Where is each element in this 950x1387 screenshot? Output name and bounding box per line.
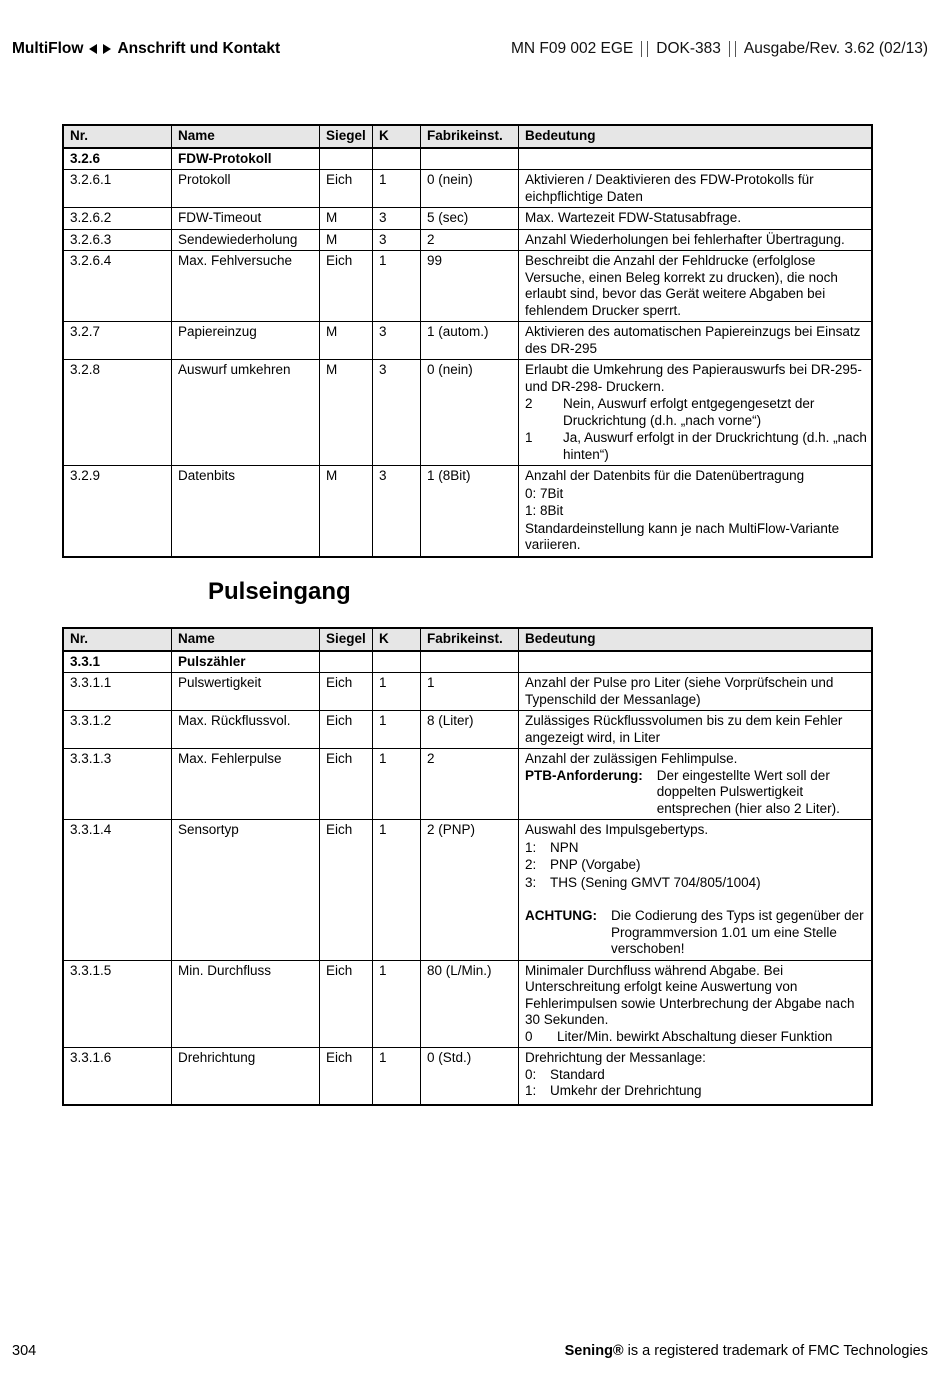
- option-text: NPN: [550, 839, 579, 855]
- page-footer: [12, 1341, 928, 1361]
- col-k: K: [373, 125, 421, 148]
- doc-code: MN F09 002 EGE: [510, 40, 634, 57]
- table-row: [63, 170, 872, 208]
- cell-k: 1: [373, 251, 421, 322]
- option-text: Nein, Auswurf erfolgt entgegengesetzt der Druckrichtung (d.h. „nach vorne“): [563, 396, 815, 428]
- option-text: THS (Sening GMVT 704/805/1004): [550, 874, 761, 890]
- option-item: [525, 840, 867, 857]
- description-text: Standardeinstellung kann je nach MultiFlow-Variante variieren.: [525, 520, 840, 552]
- col-fabrikeinst: Fabrikeinst.: [421, 628, 519, 651]
- description-text: Drehrichtung der Messanlage:: [525, 1050, 706, 1065]
- cell-bedeutung: Anzahl der Pulse pro Liter (siehe Vorprüfschein und Typenschild der Messanlage): [519, 673, 873, 711]
- cell-k: 1: [373, 711, 421, 749]
- cell-nr: 3.2.7: [63, 322, 172, 360]
- section-nr: 3.2.6: [63, 148, 172, 170]
- option-text: Ja, Auswurf erfolgt in der Druckrichtung (d.h. „nach hinten“): [563, 430, 867, 462]
- table-row: [63, 711, 872, 749]
- product-name: MultiFlow: [12, 40, 84, 57]
- cell-k: 1: [373, 170, 421, 208]
- option-key: 3:: [525, 874, 537, 890]
- table-row: [63, 251, 872, 322]
- header-doc-info: [511, 40, 928, 58]
- cell-siegel: M: [320, 229, 373, 251]
- table-header-row: [63, 125, 872, 148]
- cell-bedeutung: [519, 960, 873, 1048]
- note-key-text: PTB-Anforderung: [525, 767, 639, 783]
- table-row: [63, 229, 872, 251]
- note-key: PTB-Anforderung:: [525, 767, 643, 783]
- cell-nr: 3.2.6.1: [63, 170, 172, 208]
- cell-bedeutung: Aktivieren / Deaktivieren des FDW-Protokolls für eichpflichtige Daten: [519, 170, 873, 208]
- cell-name: Protokoll: [172, 170, 320, 208]
- cell-bedeutung: Max. Wartezeit FDW-Statusabfrage.: [519, 208, 873, 230]
- cell-fab: 2 (PNP): [421, 820, 519, 961]
- parameter-table-puls: [62, 627, 873, 1106]
- option-key: 1:: [525, 839, 537, 855]
- option-key: 2: [525, 396, 533, 411]
- cell-k: 1: [373, 820, 421, 961]
- cell-bedeutung: Anzahl Wiederholungen bei fehlerhafter Übertragung.: [519, 229, 873, 251]
- parameter-table-fdw: [62, 124, 873, 558]
- col-k: K: [373, 628, 421, 651]
- cell-k: 1: [373, 960, 421, 1048]
- cell-siegel: Eich: [320, 749, 373, 820]
- cell-siegel: Eich: [320, 251, 373, 322]
- cell-fab: 2: [421, 749, 519, 820]
- cell-name: Sensortyp: [172, 820, 320, 961]
- triangle-left-icon: [89, 44, 97, 54]
- option-item: [525, 1083, 867, 1100]
- col-name: Name: [172, 628, 320, 651]
- note-item: [525, 768, 867, 818]
- cell-k: 3: [373, 208, 421, 230]
- cell-bedeutung: [519, 466, 873, 557]
- cell-siegel: Eich: [320, 673, 373, 711]
- header-separator: [641, 41, 648, 57]
- note-key: ACHTUNG:: [525, 908, 597, 923]
- cell-nr: 3.3.1.4: [63, 820, 172, 961]
- cell-k: 3: [373, 360, 421, 466]
- page-number: 304: [12, 1343, 37, 1359]
- option-text: Standard: [550, 1066, 605, 1082]
- description-text: Auswahl des Impulsgebertyps.: [525, 822, 709, 837]
- cell-fab: 1 (autom.): [421, 322, 519, 360]
- table-row: [63, 960, 872, 1048]
- description-text: Anzahl der zulässigen Fehlimpulse.: [525, 751, 738, 766]
- section-row: [63, 148, 872, 170]
- doc-ref: DOK-383: [656, 40, 721, 57]
- table-row: [63, 208, 872, 230]
- trademark-text: is a registered trademark of FMC Technologies: [627, 1343, 928, 1359]
- cell-name: Pulswertigkeit: [172, 673, 320, 711]
- cell-nr: 3.3.1.1: [63, 673, 172, 711]
- section-nr: 3.3.1: [63, 651, 172, 673]
- col-bedeutung: Bedeutung: [519, 125, 873, 148]
- cell-bedeutung: Beschreibt die Anzahl der Fehldrucke (erfolglose Versuche, einen Beleg korrekt zu drucken), die noch erlaubt sind, bevor das Gerät weitere Abgaben bei fehlendem Drucker sperrt.: [519, 251, 873, 322]
- cell-k: 3: [373, 229, 421, 251]
- cell-nr: 3.3.1.5: [63, 960, 172, 1048]
- option-key: 2:: [525, 857, 537, 872]
- spacer: [525, 891, 867, 908]
- option-key: 1: [525, 430, 533, 445]
- option-key: 1:: [525, 1083, 537, 1098]
- cell-siegel: M: [320, 466, 373, 557]
- cell-siegel: M: [320, 360, 373, 466]
- triangle-right-icon: [103, 44, 111, 54]
- cell-siegel: M: [320, 322, 373, 360]
- option-text: Umkehr der Drehrichtung: [550, 1083, 702, 1098]
- note-key-text: ACHTUNG: [525, 908, 593, 923]
- table-row: [63, 749, 872, 820]
- cell-nr: 3.2.8: [63, 360, 172, 466]
- col-siegel: Siegel: [320, 125, 373, 148]
- warning-note: [525, 908, 867, 958]
- cell-fab: 0 (nein): [421, 170, 519, 208]
- cell-name: Max. Rückflussvol.: [172, 711, 320, 749]
- cell-nr: 3.2.6.2: [63, 208, 172, 230]
- section-heading: Pulseingang: [208, 578, 351, 605]
- section-title: FDW-Protokoll: [172, 148, 320, 170]
- table-row: [63, 322, 872, 360]
- cell-nr: 3.3.1.3: [63, 749, 172, 820]
- cell-name: Max. Fehlversuche: [172, 251, 320, 322]
- cell-fab: 8 (Liter): [421, 711, 519, 749]
- cell-bedeutung: [519, 360, 873, 466]
- cell-name: Datenbits: [172, 466, 320, 557]
- cell-k: 1: [373, 749, 421, 820]
- cell-name: Max. Fehlerpulse: [172, 749, 320, 820]
- col-siegel: Siegel: [320, 628, 373, 651]
- col-fabrikeinst: Fabrikeinst.: [421, 125, 519, 148]
- cell-fab: 99: [421, 251, 519, 322]
- cell-bedeutung: [519, 820, 873, 961]
- cell-siegel: Eich: [320, 960, 373, 1048]
- cell-k: 3: [373, 466, 421, 557]
- description-text: Minimaler Durchfluss während Abgabe. Bei Unterschreitung erfolgt keine Auswertung von Fehlerimpulsen sowie Unterbrechung der Abgabe nach 30 Sekunden.: [525, 962, 855, 1027]
- section-name: Anschrift und Kontakt: [117, 40, 281, 57]
- cell-nr: 3.2.6.4: [63, 251, 172, 322]
- col-bedeutung: Bedeutung: [519, 628, 873, 651]
- cell-name: Min. Durchfluss: [172, 960, 320, 1048]
- cell-siegel: Eich: [320, 820, 373, 961]
- cell-fab: 0 (Std.): [421, 1048, 519, 1105]
- option-item: [525, 1029, 867, 1046]
- option-key: 0: [525, 1028, 533, 1044]
- option-item: [525, 430, 867, 463]
- section-title: Pulszähler: [172, 651, 320, 673]
- cell-siegel: M: [320, 208, 373, 230]
- table-header-row: [63, 628, 872, 651]
- cell-bedeutung: [519, 1048, 873, 1105]
- cell-name: Papiereinzug: [172, 322, 320, 360]
- header-separator: [729, 41, 736, 57]
- cell-fab: 1: [421, 673, 519, 711]
- cell-k: 1: [373, 673, 421, 711]
- cell-bedeutung: Zulässiges Rückflussvolumen bis zu dem kein Fehler angezeigt wird, in Liter: [519, 711, 873, 749]
- option-text: Liter/Min. bewirkt Abschaltung dieser Funktion: [557, 1028, 833, 1044]
- option-item: [525, 857, 867, 874]
- cell-fab: 1 (8Bit): [421, 466, 519, 557]
- note-text: Der eingestellte Wert soll der doppelten Pulswertigkeit entsprechen (hier also 2 Liter).: [656, 767, 840, 816]
- cell-fab: 2: [421, 229, 519, 251]
- cell-name: Auswurf umkehren: [172, 360, 320, 466]
- cell-fab: 5 (sec): [421, 208, 519, 230]
- option-key: 0:: [525, 1066, 537, 1082]
- cell-fab: 80 (L/Min.): [421, 960, 519, 1048]
- cell-fab: 0 (nein): [421, 360, 519, 466]
- cell-siegel: Eich: [320, 1048, 373, 1105]
- doc-revision: Ausgabe/Rev. 3.62 (02/13): [743, 40, 928, 57]
- cell-name: Drehrichtung: [172, 1048, 320, 1105]
- col-nr: Nr.: [63, 628, 172, 651]
- table-row: [63, 360, 872, 466]
- cell-bedeutung: Aktivieren des automatischen Papiereinzugs bei Einsatz des DR-295: [519, 322, 873, 360]
- cell-nr: 3.3.1.2: [63, 711, 172, 749]
- cell-name: Sendewiederholung: [172, 229, 320, 251]
- cell-nr: 3.3.1.6: [63, 1048, 172, 1105]
- col-nr: Nr.: [63, 125, 172, 148]
- table-row: [63, 1048, 872, 1105]
- cell-k: 3: [373, 322, 421, 360]
- note-text: Die Codierung des Typs ist gegenüber der Programmversion 1.01 um eine Stelle verschoben!: [611, 908, 864, 956]
- table-row: [63, 673, 872, 711]
- cell-bedeutung: [519, 749, 873, 820]
- table-row: [63, 820, 872, 961]
- cell-nr: 3.2.9: [63, 466, 172, 557]
- cell-k: 1: [373, 1048, 421, 1105]
- option-item: [525, 1067, 867, 1084]
- option-text: 0: 7Bit: [525, 485, 564, 501]
- header-breadcrumb: [12, 40, 280, 58]
- option-text: 1: 8Bit: [525, 503, 564, 518]
- cell-nr: 3.2.6.3: [63, 229, 172, 251]
- brand-name: Sening®: [564, 1343, 624, 1359]
- description-text: Erlaubt die Umkehrung des Papierauswurfs bei DR-295- und DR-298- Druckern.: [525, 362, 862, 394]
- trademark-note: [565, 1343, 928, 1359]
- table-row: [63, 466, 872, 557]
- option-item: [525, 875, 867, 892]
- cell-name: FDW-Timeout: [172, 208, 320, 230]
- cell-siegel: Eich: [320, 170, 373, 208]
- col-name: Name: [172, 125, 320, 148]
- option-item: [525, 396, 867, 429]
- description-text: Anzahl der Datenbits für die Datenübertragung: [525, 468, 805, 483]
- page-header: [12, 38, 928, 60]
- option-text: PNP (Vorgabe): [550, 857, 641, 872]
- section-row: [63, 651, 872, 673]
- cell-siegel: Eich: [320, 711, 373, 749]
